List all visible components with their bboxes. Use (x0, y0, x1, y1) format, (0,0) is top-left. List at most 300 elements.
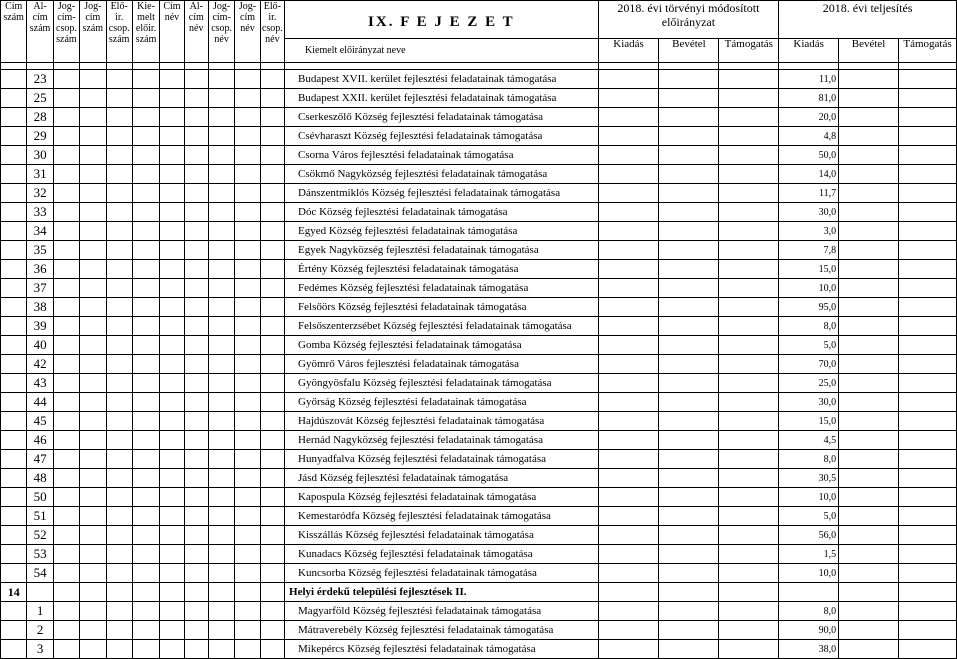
teljesites-kiadas-cell: 90,0 (779, 621, 839, 640)
table-row (1, 127, 957, 146)
modositott-kiadas-cell (598, 564, 659, 583)
cim-cell: 14 (1, 583, 27, 602)
jogcimcsop-nev-cell (208, 583, 234, 602)
cim-cell (1, 374, 27, 393)
jogcim-szam-cell (80, 469, 106, 488)
teljesites-kiadas-cell: 4,8 (779, 127, 839, 146)
jogcim-nev-cell (235, 621, 260, 640)
teljesites-tamogatas-cell (898, 355, 956, 374)
alcim-nev-cell (184, 507, 208, 526)
table-row (1, 317, 957, 336)
cim-cell (1, 640, 27, 659)
teljesites-bevetel-cell (839, 127, 899, 146)
modositott-tamogatas-cell (719, 545, 779, 564)
jogcimcsop-nev-cell (208, 640, 234, 659)
eloir-csop-nev-cell (260, 203, 284, 222)
cim-cell (1, 564, 27, 583)
jogcimcsop-szam-cell (53, 108, 79, 127)
header-kiemelt-nev: Kiemelt előirányzat neve (285, 39, 599, 63)
eloir-csop-nev-cell (260, 260, 284, 279)
eloir-csop-szam-cell (106, 374, 132, 393)
spacer-row (1, 63, 957, 70)
modositott-tamogatas-cell (719, 450, 779, 469)
jogcim-szam-cell (80, 564, 106, 583)
cim-cell (1, 108, 27, 127)
kiemelt-eloir-szam-cell (132, 564, 159, 583)
modositott-kiadas-cell (598, 317, 659, 336)
kiemelt-eloir-szam-cell (132, 279, 159, 298)
cim-cell (1, 165, 27, 184)
table-row (1, 108, 957, 127)
eloir-csop-szam-cell (106, 526, 132, 545)
cim-nev-cell (160, 222, 184, 241)
eloir-csop-nev-cell (260, 507, 284, 526)
jogcimcsop-szam-cell (53, 184, 79, 203)
header-eloir-csop-szam: Elő- ir. csop. szám (106, 1, 132, 63)
cim-nev-cell (160, 583, 184, 602)
teljesites-bevetel-cell (839, 450, 899, 469)
teljesites-bevetel-cell (839, 374, 899, 393)
kiemelt-eloir-szam-cell (132, 507, 159, 526)
jogcimcsop-szam-cell (53, 260, 79, 279)
teljesites-kiadas-cell: 14,0 (779, 165, 839, 184)
teljesites-tamogatas-cell (898, 564, 956, 583)
kiemelt-eloir-szam-cell (132, 260, 159, 279)
table-row (1, 184, 957, 203)
teljesites-tamogatas-cell (898, 127, 956, 146)
teljesites-tamogatas-cell (898, 412, 956, 431)
jogcim-nev-cell (235, 640, 260, 659)
cim-nev-cell (160, 203, 184, 222)
header-bevetel-2: Bevétel (839, 39, 899, 63)
jogcimcsop-szam-cell (53, 431, 79, 450)
jogcimcsop-szam-cell (53, 640, 79, 659)
jogcim-nev-cell (235, 355, 260, 374)
teljesites-kiadas-cell: 4,5 (779, 431, 839, 450)
table-row (1, 336, 957, 355)
eloir-csop-szam-cell (106, 336, 132, 355)
alcim-nev-cell (184, 298, 208, 317)
jogcimcsop-nev-cell (208, 450, 234, 469)
eloir-csop-nev-cell (260, 602, 284, 621)
eloir-csop-nev-cell (260, 108, 284, 127)
modositott-bevetel-cell (659, 165, 719, 184)
header-kiadas-1: Kiadás (598, 39, 659, 63)
table-row (1, 374, 957, 393)
teljesites-bevetel-cell (839, 203, 899, 222)
modositott-kiadas-cell (598, 545, 659, 564)
jogcim-szam-cell (80, 165, 106, 184)
cim-cell (1, 184, 27, 203)
modositott-bevetel-cell (659, 393, 719, 412)
item-name-cell: Kunadacs Község fejlesztési feladatainak támogatása (285, 545, 599, 564)
modositott-bevetel-cell (659, 184, 719, 203)
item-name-cell: Gyömrő Város fejlesztési feladatainak támogatása (285, 355, 599, 374)
cim-cell (1, 526, 27, 545)
jogcimcsop-nev-cell (208, 89, 234, 108)
jogcim-szam-cell (80, 260, 106, 279)
teljesites-tamogatas-cell (898, 374, 956, 393)
jogcimcsop-nev-cell (208, 488, 234, 507)
modositott-tamogatas-cell (719, 165, 779, 184)
jogcim-nev-cell (235, 203, 260, 222)
teljesites-tamogatas-cell (898, 260, 956, 279)
teljesites-tamogatas-cell (898, 146, 956, 165)
table-row (1, 241, 957, 260)
modositott-tamogatas-cell (719, 317, 779, 336)
cim-nev-cell (160, 431, 184, 450)
teljesites-bevetel-cell (839, 70, 899, 89)
alcim-cell: 43 (27, 374, 53, 393)
modositott-kiadas-cell (598, 89, 659, 108)
teljesites-kiadas-cell: 11,7 (779, 184, 839, 203)
modositott-bevetel-cell (659, 260, 719, 279)
teljesites-bevetel-cell (839, 108, 899, 127)
jogcim-szam-cell (80, 317, 106, 336)
modositott-tamogatas-cell (719, 621, 779, 640)
eloir-csop-szam-cell (106, 279, 132, 298)
jogcim-szam-cell (80, 602, 106, 621)
kiemelt-eloir-szam-cell (132, 469, 159, 488)
jogcimcsop-nev-cell (208, 564, 234, 583)
alcim-cell: 44 (27, 393, 53, 412)
cim-nev-cell (160, 374, 184, 393)
jogcim-nev-cell (235, 146, 260, 165)
jogcim-szam-cell (80, 431, 106, 450)
jogcim-nev-cell (235, 602, 260, 621)
teljesites-kiadas-cell: 15,0 (779, 260, 839, 279)
item-name-cell: Magyarföld Község fejlesztési feladatainak támogatása (285, 602, 599, 621)
alcim-cell: 2 (27, 621, 53, 640)
jogcimcsop-nev-cell (208, 621, 234, 640)
jogcim-szam-cell (80, 146, 106, 165)
alcim-nev-cell (184, 526, 208, 545)
jogcim-szam-cell (80, 222, 106, 241)
modositott-bevetel-cell (659, 279, 719, 298)
jogcimcsop-szam-cell (53, 488, 79, 507)
alcim-cell: 48 (27, 469, 53, 488)
cim-nev-cell (160, 469, 184, 488)
teljesites-bevetel-cell (839, 146, 899, 165)
eloir-csop-nev-cell (260, 336, 284, 355)
jogcim-nev-cell (235, 469, 260, 488)
teljesites-tamogatas-cell (898, 336, 956, 355)
table-row (1, 260, 957, 279)
teljesites-kiadas-cell: 8,0 (779, 317, 839, 336)
alcim-cell: 37 (27, 279, 53, 298)
teljesites-kiadas-cell: 38,0 (779, 640, 839, 659)
jogcim-szam-cell (80, 583, 106, 602)
kiemelt-eloir-szam-cell (132, 583, 159, 602)
modositott-bevetel-cell (659, 431, 719, 450)
eloir-csop-nev-cell (260, 355, 284, 374)
alcim-cell: 40 (27, 336, 53, 355)
eloir-csop-nev-cell (260, 165, 284, 184)
alcim-nev-cell (184, 545, 208, 564)
kiemelt-eloir-szam-cell (132, 298, 159, 317)
jogcim-nev-cell (235, 526, 260, 545)
eloir-csop-nev-cell (260, 184, 284, 203)
modositott-tamogatas-cell (719, 279, 779, 298)
modositott-kiadas-cell (598, 355, 659, 374)
alcim-nev-cell (184, 70, 208, 89)
kiemelt-eloir-szam-cell (132, 526, 159, 545)
kiemelt-eloir-szam-cell (132, 545, 159, 564)
jogcim-szam-cell (80, 374, 106, 393)
cim-nev-cell (160, 355, 184, 374)
modositott-tamogatas-cell (719, 184, 779, 203)
modositott-kiadas-cell (598, 184, 659, 203)
alcim-cell: 47 (27, 450, 53, 469)
table-row (1, 602, 957, 621)
kiemelt-eloir-szam-cell (132, 355, 159, 374)
cim-nev-cell (160, 108, 184, 127)
cim-cell (1, 260, 27, 279)
header-tamogatas-2: Támogatás (898, 39, 956, 63)
jogcim-nev-cell (235, 488, 260, 507)
modositott-kiadas-cell (598, 393, 659, 412)
modositott-bevetel-cell (659, 640, 719, 659)
eloir-csop-szam-cell (106, 450, 132, 469)
table-body (1, 63, 957, 659)
eloir-csop-szam-cell (106, 602, 132, 621)
jogcim-nev-cell (235, 70, 260, 89)
header-jogcim-szam: Jog- cím szám (80, 1, 106, 63)
modositott-tamogatas-cell (719, 507, 779, 526)
modositott-kiadas-cell (598, 450, 659, 469)
teljesites-bevetel-cell (839, 165, 899, 184)
table-row (1, 488, 957, 507)
jogcimcsop-nev-cell (208, 146, 234, 165)
alcim-cell: 33 (27, 203, 53, 222)
cim-nev-cell (160, 184, 184, 203)
item-name-cell: Hunyadfalva Község fejlesztési feladatainak támogatása (285, 450, 599, 469)
jogcimcsop-szam-cell (53, 127, 79, 146)
modositott-bevetel-cell (659, 583, 719, 602)
modositott-kiadas-cell (598, 488, 659, 507)
kiemelt-eloir-szam-cell (132, 412, 159, 431)
jogcim-nev-cell (235, 374, 260, 393)
modositott-bevetel-cell (659, 70, 719, 89)
teljesites-tamogatas-cell (898, 450, 956, 469)
teljesites-kiadas-cell: 95,0 (779, 298, 839, 317)
teljesites-tamogatas-cell (898, 222, 956, 241)
header-alcim-nev: Al- cím név (184, 1, 208, 63)
modositott-kiadas-cell (598, 640, 659, 659)
eloir-csop-szam-cell (106, 260, 132, 279)
cim-nev-cell (160, 640, 184, 659)
eloir-csop-nev-cell (260, 70, 284, 89)
teljesites-bevetel-cell (839, 393, 899, 412)
jogcimcsop-nev-cell (208, 317, 234, 336)
cim-cell (1, 241, 27, 260)
modositott-kiadas-cell (598, 241, 659, 260)
teljesites-kiadas-cell: 11,0 (779, 70, 839, 89)
chapter-title: IX. F E J E Z E T (285, 1, 599, 39)
cim-nev-cell (160, 621, 184, 640)
teljesites-kiadas-cell: 3,0 (779, 222, 839, 241)
teljesites-kiadas-cell: 8,0 (779, 602, 839, 621)
teljesites-tamogatas-cell (898, 431, 956, 450)
jogcimcsop-nev-cell (208, 355, 234, 374)
modositott-tamogatas-cell (719, 355, 779, 374)
teljesites-tamogatas-cell (898, 507, 956, 526)
alcim-nev-cell (184, 241, 208, 260)
modositott-kiadas-cell (598, 108, 659, 127)
alcim-cell: 32 (27, 184, 53, 203)
item-name-cell: Felsőszenterzsébet Község fejlesztési feladatainak támogatása (285, 317, 599, 336)
modositott-bevetel-cell (659, 526, 719, 545)
jogcimcsop-nev-cell (208, 184, 234, 203)
jogcim-nev-cell (235, 184, 260, 203)
jogcim-nev-cell (235, 545, 260, 564)
eloir-csop-szam-cell (106, 146, 132, 165)
modositott-tamogatas-cell (719, 127, 779, 146)
jogcimcsop-szam-cell (53, 146, 79, 165)
kiemelt-eloir-szam-cell (132, 621, 159, 640)
teljesites-kiadas-cell: 15,0 (779, 412, 839, 431)
cim-cell (1, 317, 27, 336)
cim-cell (1, 203, 27, 222)
jogcim-nev-cell (235, 127, 260, 146)
teljesites-kiadas-cell: 70,0 (779, 355, 839, 374)
modositott-kiadas-cell (598, 203, 659, 222)
jogcimcsop-szam-cell (53, 469, 79, 488)
jogcim-szam-cell (80, 640, 106, 659)
alcim-cell: 30 (27, 146, 53, 165)
teljesites-bevetel-cell (839, 184, 899, 203)
alcim-cell: 35 (27, 241, 53, 260)
modositott-kiadas-cell (598, 412, 659, 431)
item-name-cell: Cserkeszőlő Község fejlesztési feladatainak támogatása (285, 108, 599, 127)
teljesites-bevetel-cell (839, 526, 899, 545)
teljesites-tamogatas-cell (898, 621, 956, 640)
jogcim-szam-cell (80, 412, 106, 431)
item-name-cell: Hajdúszovát Község fejlesztési feladatainak támogatása (285, 412, 599, 431)
alcim-nev-cell (184, 146, 208, 165)
cim-nev-cell (160, 526, 184, 545)
modositott-kiadas-cell (598, 260, 659, 279)
modositott-bevetel-cell (659, 89, 719, 108)
kiemelt-eloir-szam-cell (132, 89, 159, 108)
eloir-csop-nev-cell (260, 412, 284, 431)
modositott-tamogatas-cell (719, 393, 779, 412)
cim-nev-cell (160, 450, 184, 469)
alcim-cell: 25 (27, 89, 53, 108)
jogcimcsop-nev-cell (208, 203, 234, 222)
jogcimcsop-nev-cell (208, 469, 234, 488)
jogcim-szam-cell (80, 450, 106, 469)
teljesites-tamogatas-cell (898, 203, 956, 222)
eloir-csop-szam-cell (106, 70, 132, 89)
alcim-nev-cell (184, 583, 208, 602)
jogcim-szam-cell (80, 279, 106, 298)
alcim-cell: 53 (27, 545, 53, 564)
table-row (1, 298, 957, 317)
modositott-kiadas-cell (598, 469, 659, 488)
cim-nev-cell (160, 165, 184, 184)
item-name-cell: Felsőörs Község fejlesztési feladatainak támogatása (285, 298, 599, 317)
modositott-kiadas-cell (598, 222, 659, 241)
teljesites-tamogatas-cell (898, 545, 956, 564)
modositott-bevetel-cell (659, 564, 719, 583)
jogcimcsop-szam-cell (53, 355, 79, 374)
jogcim-szam-cell (80, 526, 106, 545)
table-row (1, 393, 957, 412)
modositott-bevetel-cell (659, 146, 719, 165)
jogcimcsop-szam-cell (53, 583, 79, 602)
teljesites-bevetel-cell (839, 89, 899, 108)
modositott-kiadas-cell (598, 507, 659, 526)
alcim-nev-cell (184, 317, 208, 336)
modositott-bevetel-cell (659, 602, 719, 621)
teljesites-bevetel-cell (839, 545, 899, 564)
item-name-cell: Kapospula Község fejlesztési feladatainak támogatása (285, 488, 599, 507)
modositott-bevetel-cell (659, 507, 719, 526)
teljesites-bevetel-cell (839, 488, 899, 507)
jogcim-szam-cell (80, 393, 106, 412)
eloir-csop-nev-cell (260, 621, 284, 640)
jogcim-nev-cell (235, 279, 260, 298)
cim-cell (1, 393, 27, 412)
teljesites-bevetel-cell (839, 241, 899, 260)
teljesites-bevetel-cell (839, 260, 899, 279)
modositott-bevetel-cell (659, 469, 719, 488)
cim-cell (1, 89, 27, 108)
kiemelt-eloir-szam-cell (132, 374, 159, 393)
cim-cell (1, 488, 27, 507)
eloir-csop-nev-cell (260, 488, 284, 507)
eloir-csop-nev-cell (260, 431, 284, 450)
table-row (1, 507, 957, 526)
teljesites-kiadas-cell: 10,0 (779, 488, 839, 507)
cim-nev-cell (160, 336, 184, 355)
item-name-cell: Győrság Község fejlesztési feladatainak támogatása (285, 393, 599, 412)
table-row (1, 640, 957, 659)
jogcim-nev-cell (235, 431, 260, 450)
teljesites-bevetel-cell (839, 412, 899, 431)
modositott-tamogatas-cell (719, 640, 779, 659)
cim-cell (1, 298, 27, 317)
jogcimcsop-szam-cell (53, 222, 79, 241)
eloir-csop-szam-cell (106, 431, 132, 450)
kiemelt-eloir-szam-cell (132, 450, 159, 469)
jogcim-szam-cell (80, 355, 106, 374)
eloir-csop-szam-cell (106, 203, 132, 222)
eloir-csop-nev-cell (260, 469, 284, 488)
modositott-bevetel-cell (659, 488, 719, 507)
alcim-nev-cell (184, 355, 208, 374)
modositott-tamogatas-cell (719, 583, 779, 602)
cim-cell (1, 469, 27, 488)
jogcimcsop-nev-cell (208, 545, 234, 564)
modositott-tamogatas-cell (719, 374, 779, 393)
eloir-csop-szam-cell (106, 317, 132, 336)
jogcimcsop-nev-cell (208, 526, 234, 545)
teljesites-bevetel-cell (839, 564, 899, 583)
jogcimcsop-szam-cell (53, 298, 79, 317)
item-name-cell: Gomba Község fejlesztési feladatainak támogatása (285, 336, 599, 355)
item-name-cell: Budapest XVII. kerület fejlesztési feladatainak támogatása (285, 70, 599, 89)
modositott-bevetel-cell (659, 203, 719, 222)
teljesites-kiadas-cell: 30,5 (779, 469, 839, 488)
modositott-kiadas-cell (598, 279, 659, 298)
eloir-csop-nev-cell (260, 89, 284, 108)
alcim-cell: 51 (27, 507, 53, 526)
modositott-tamogatas-cell (719, 260, 779, 279)
alcim-nev-cell (184, 564, 208, 583)
eloir-csop-szam-cell (106, 89, 132, 108)
